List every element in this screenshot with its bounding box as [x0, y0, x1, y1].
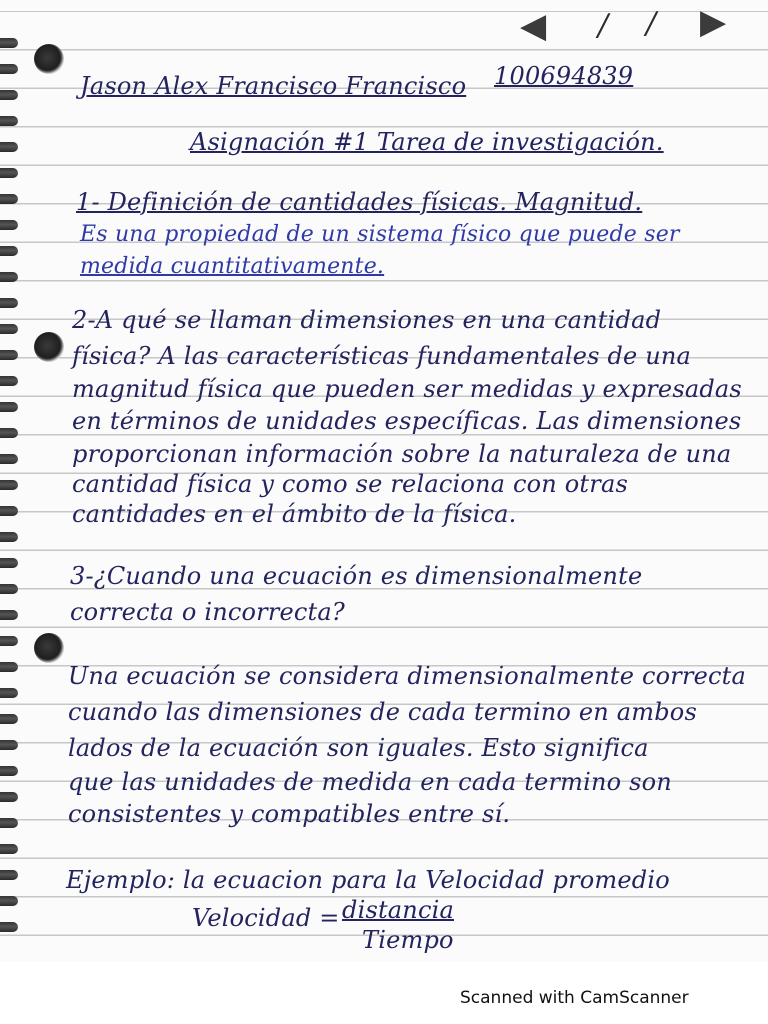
question-2-answer-line: magnitud física que pueden ser medidas y expresadas — [72, 375, 742, 403]
spiral-coil — [0, 766, 18, 776]
example-numerator: distancia — [342, 896, 454, 924]
spiral-coil — [0, 298, 18, 308]
slash-mark-icon: / — [598, 8, 609, 43]
spiral-coil — [0, 376, 18, 386]
question-1-heading: 1- Definición de cantidades físicas. Magnitud. — [76, 188, 643, 216]
assignment-title: Asignación #1 Tarea de investigación. — [190, 128, 664, 156]
question-2-heading-line: física? A las características fundamentales de una — [72, 342, 692, 370]
student-name: Jason Alex Francisco Francisco — [80, 72, 467, 100]
example-lhs: Velocidad = — [192, 904, 340, 932]
spiral-coil — [0, 272, 18, 282]
example-denominator: Tiempo — [362, 926, 454, 954]
spiral-coil — [0, 584, 18, 594]
punch-hole — [34, 44, 64, 74]
left-arrow-icon: ◀ — [520, 6, 547, 46]
question-2-answer-line: en términos de unidades específicas. Las dimensiones — [72, 407, 742, 435]
spiral-coil — [0, 90, 18, 100]
punch-hole — [34, 633, 64, 663]
question-2-answer-line: cantidad física y como se relaciona con otras — [72, 470, 628, 498]
question-1-answer-line: medida cuantitativamente. — [80, 254, 385, 279]
spiral-binding — [0, 0, 22, 962]
spiral-coil — [0, 922, 18, 932]
question-3-answer-line: que las unidades de medida en cada termino son — [68, 768, 672, 796]
question-3-answer-line: lados de la ecuación son iguales. Esto significa — [68, 734, 649, 762]
spiral-coil — [0, 246, 18, 256]
spiral-coil — [0, 506, 18, 516]
camscanner-watermark: Scanned with CamScanner — [460, 988, 689, 1008]
slash-mark-icon: / — [646, 6, 657, 41]
question-1-answer-line: Es una propiedad de un sistema físico que puede ser — [80, 222, 680, 247]
question-3-heading-line: correcta o incorrecta? — [70, 598, 345, 626]
spiral-coil — [0, 116, 18, 126]
spiral-coil — [0, 688, 18, 698]
spiral-coil — [0, 454, 18, 464]
spiral-coil — [0, 64, 18, 74]
question-3-answer-line: Una ecuación se considera dimensionalmente correcta — [68, 662, 747, 690]
spiral-coil — [0, 610, 18, 620]
spiral-coil — [0, 142, 18, 152]
spiral-coil — [0, 350, 18, 360]
spiral-coil — [0, 168, 18, 178]
spiral-coil — [0, 194, 18, 204]
spiral-coil — [0, 324, 18, 334]
spiral-coil — [0, 896, 18, 906]
spiral-coil — [0, 844, 18, 854]
spiral-coil — [0, 480, 18, 490]
spiral-coil — [0, 532, 18, 542]
spiral-coil — [0, 870, 18, 880]
question-3-heading-line: 3-¿Cuando una ecuación es dimensionalmente — [70, 562, 643, 590]
spiral-coil — [0, 662, 18, 672]
right-arrow-icon: ▶ — [700, 2, 727, 42]
student-id: 100694839 — [494, 62, 634, 90]
spiral-coil — [0, 714, 18, 724]
question-3-answer-line: consistentes y compatibles entre sí. — [68, 800, 511, 828]
spiral-coil — [0, 792, 18, 802]
spiral-coil — [0, 38, 18, 48]
question-2-answer-line: cantidades en el ámbito de la física. — [72, 500, 517, 528]
spiral-coil — [0, 818, 18, 828]
question-3-answer-line: cuando las dimensiones de cada termino en ambos — [68, 698, 697, 726]
question-2-answer-line: proporcionan información sobre la naturaleza de una — [72, 440, 732, 468]
question-2-heading-line: 2-A qué se llaman dimensiones en una cantidad — [72, 306, 662, 334]
punch-hole — [34, 332, 64, 362]
spiral-coil — [0, 428, 18, 438]
spiral-coil — [0, 636, 18, 646]
spiral-coil — [0, 402, 18, 412]
example-line: Ejemplo: la ecuacion para la Velocidad promedio — [66, 866, 670, 894]
spiral-coil — [0, 558, 18, 568]
spiral-coil — [0, 740, 18, 750]
spiral-coil — [0, 220, 18, 230]
